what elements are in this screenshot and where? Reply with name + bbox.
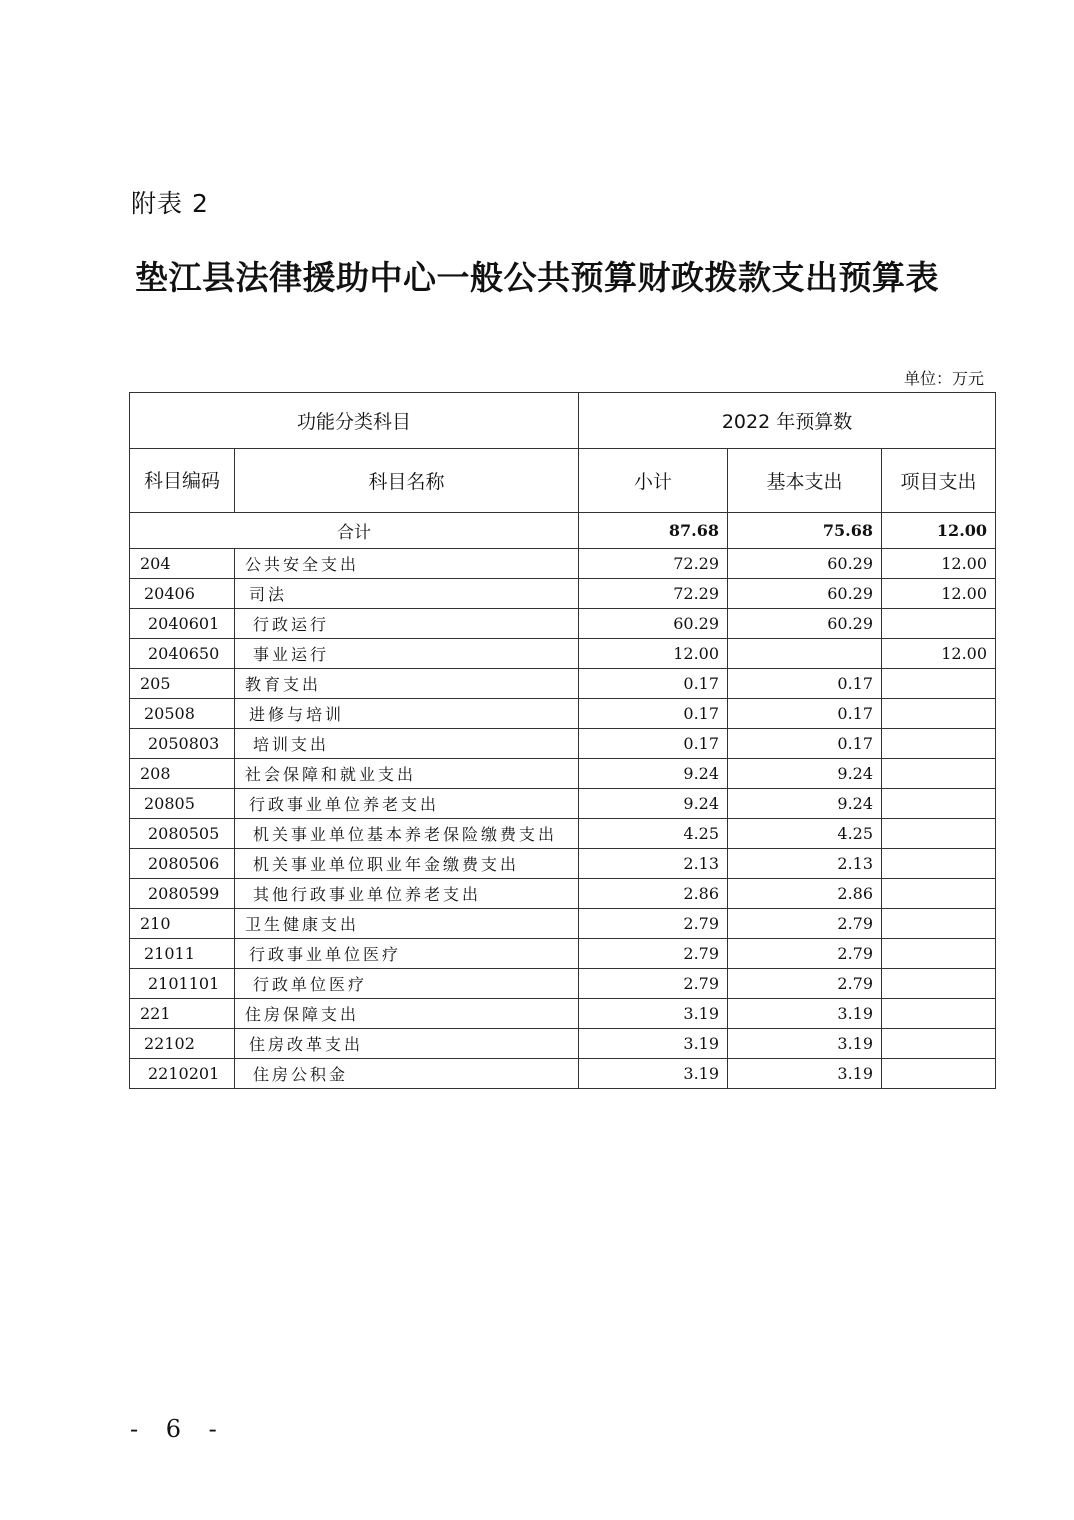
row-project: 12.00 [882, 549, 996, 579]
row-name: 进修与培训 [235, 699, 579, 729]
row-project [882, 849, 996, 879]
row-basic: 60.29 [728, 609, 882, 639]
row-project [882, 909, 996, 939]
header-row-2 [130, 449, 996, 513]
row-code: 210 [130, 909, 235, 939]
row-code: 20805 [130, 789, 235, 819]
row-name: 行政单位医疗 [235, 969, 579, 999]
row-basic: 60.29 [728, 549, 882, 579]
table-row [130, 579, 996, 609]
table-row [130, 1059, 996, 1089]
row-subtotal: 3.19 [579, 1029, 728, 1059]
row-project [882, 879, 996, 909]
row-code: 20508 [130, 699, 235, 729]
row-name: 机关事业单位职业年金缴费支出 [235, 849, 579, 879]
row-subtotal: 0.17 [579, 729, 728, 759]
row-basic: 3.19 [728, 1059, 882, 1089]
row-project [882, 819, 996, 849]
row-project [882, 699, 996, 729]
row-project [882, 729, 996, 759]
header-name: 科目名称 [235, 449, 579, 513]
row-subtotal: 2.79 [579, 939, 728, 969]
row-project: 12.00 [882, 579, 996, 609]
row-code: 2040650 [130, 639, 235, 669]
total-basic: 75.68 [728, 513, 882, 549]
row-project [882, 789, 996, 819]
row-code: 22102 [130, 1029, 235, 1059]
row-subtotal: 3.19 [579, 999, 728, 1029]
row-basic: 2.79 [728, 969, 882, 999]
page-number: - 6 - [130, 1415, 227, 1443]
row-code: 221 [130, 999, 235, 1029]
row-code: 205 [130, 669, 235, 699]
row-subtotal: 4.25 [579, 819, 728, 849]
header-functional-category: 功能分类科目 [130, 393, 579, 449]
row-subtotal: 2.79 [579, 969, 728, 999]
table-row [130, 819, 996, 849]
row-name: 机关事业单位基本养老保险缴费支出 [235, 819, 579, 849]
row-basic: 0.17 [728, 669, 882, 699]
row-basic: 2.86 [728, 879, 882, 909]
table-row [130, 849, 996, 879]
row-code: 208 [130, 759, 235, 789]
row-project [882, 999, 996, 1029]
row-subtotal: 9.24 [579, 759, 728, 789]
header-row-1 [130, 393, 996, 449]
row-basic: 2.79 [728, 939, 882, 969]
table-row [130, 789, 996, 819]
table-row [130, 1029, 996, 1059]
table-row [130, 639, 996, 669]
row-subtotal: 0.17 [579, 699, 728, 729]
row-project [882, 939, 996, 969]
row-basic: 0.17 [728, 699, 882, 729]
row-name: 司法 [235, 579, 579, 609]
row-name: 其他行政事业单位养老支出 [235, 879, 579, 909]
row-project: 12.00 [882, 639, 996, 669]
row-name: 住房保障支出 [235, 999, 579, 1029]
row-project [882, 609, 996, 639]
page-title: 垫江县法律援助中心一般公共预算财政拨款支出预算表 [135, 258, 939, 297]
row-basic [728, 639, 882, 669]
header-project: 项目支出 [882, 449, 996, 513]
row-basic: 9.24 [728, 759, 882, 789]
row-code: 2040601 [130, 609, 235, 639]
total-row [130, 513, 996, 549]
row-name: 住房公积金 [235, 1059, 579, 1089]
table-row [130, 549, 996, 579]
table-row [130, 669, 996, 699]
row-subtotal: 9.24 [579, 789, 728, 819]
total-subtotal: 87.68 [579, 513, 728, 549]
row-subtotal: 72.29 [579, 549, 728, 579]
row-project [882, 969, 996, 999]
table-row [130, 729, 996, 759]
appendix-label: 附表 2 [131, 189, 209, 218]
row-subtotal: 2.86 [579, 879, 728, 909]
row-subtotal: 3.19 [579, 1059, 728, 1089]
row-basic: 60.29 [728, 579, 882, 609]
table-row [130, 909, 996, 939]
row-basic: 9.24 [728, 789, 882, 819]
total-label: 合计 [130, 513, 579, 549]
row-project [882, 759, 996, 789]
row-basic: 0.17 [728, 729, 882, 759]
table-row [130, 999, 996, 1029]
header-budget-year: 2022 年预算数 [579, 393, 996, 449]
budget-table [129, 392, 996, 1089]
row-name: 培训支出 [235, 729, 579, 759]
row-project [882, 1059, 996, 1089]
row-code: 2210201 [130, 1059, 235, 1089]
row-code: 21011 [130, 939, 235, 969]
row-subtotal: 12.00 [579, 639, 728, 669]
row-name: 行政事业单位养老支出 [235, 789, 579, 819]
table-row [130, 879, 996, 909]
row-name: 住房改革支出 [235, 1029, 579, 1059]
row-basic: 4.25 [728, 819, 882, 849]
row-code: 20406 [130, 579, 235, 609]
row-code: 2080506 [130, 849, 235, 879]
row-basic: 3.19 [728, 1029, 882, 1059]
row-basic: 2.79 [728, 909, 882, 939]
row-subtotal: 60.29 [579, 609, 728, 639]
total-project: 12.00 [882, 513, 996, 549]
row-subtotal: 0.17 [579, 669, 728, 699]
row-subtotal: 2.79 [579, 909, 728, 939]
row-code: 2050803 [130, 729, 235, 759]
row-name: 社会保障和就业支出 [235, 759, 579, 789]
row-code: 2101101 [130, 969, 235, 999]
row-name: 教育支出 [235, 669, 579, 699]
row-name: 行政事业单位医疗 [235, 939, 579, 969]
row-subtotal: 72.29 [579, 579, 728, 609]
row-code: 2080599 [130, 879, 235, 909]
row-code: 2080505 [130, 819, 235, 849]
header-subtotal: 小计 [579, 449, 728, 513]
header-code: 科目编码 [130, 449, 235, 513]
table-row [130, 609, 996, 639]
row-name: 公共安全支出 [235, 549, 579, 579]
table-row [130, 969, 996, 999]
row-name: 卫生健康支出 [235, 909, 579, 939]
row-project [882, 1029, 996, 1059]
row-code: 204 [130, 549, 235, 579]
header-basic: 基本支出 [728, 449, 882, 513]
row-basic: 2.13 [728, 849, 882, 879]
table-row [130, 699, 996, 729]
table-row [130, 759, 996, 789]
row-name: 事业运行 [235, 639, 579, 669]
row-basic: 3.19 [728, 999, 882, 1029]
unit-label: 单位：万元 [903, 369, 984, 388]
row-name: 行政运行 [235, 609, 579, 639]
row-project [882, 669, 996, 699]
row-subtotal: 2.13 [579, 849, 728, 879]
table-row [130, 939, 996, 969]
